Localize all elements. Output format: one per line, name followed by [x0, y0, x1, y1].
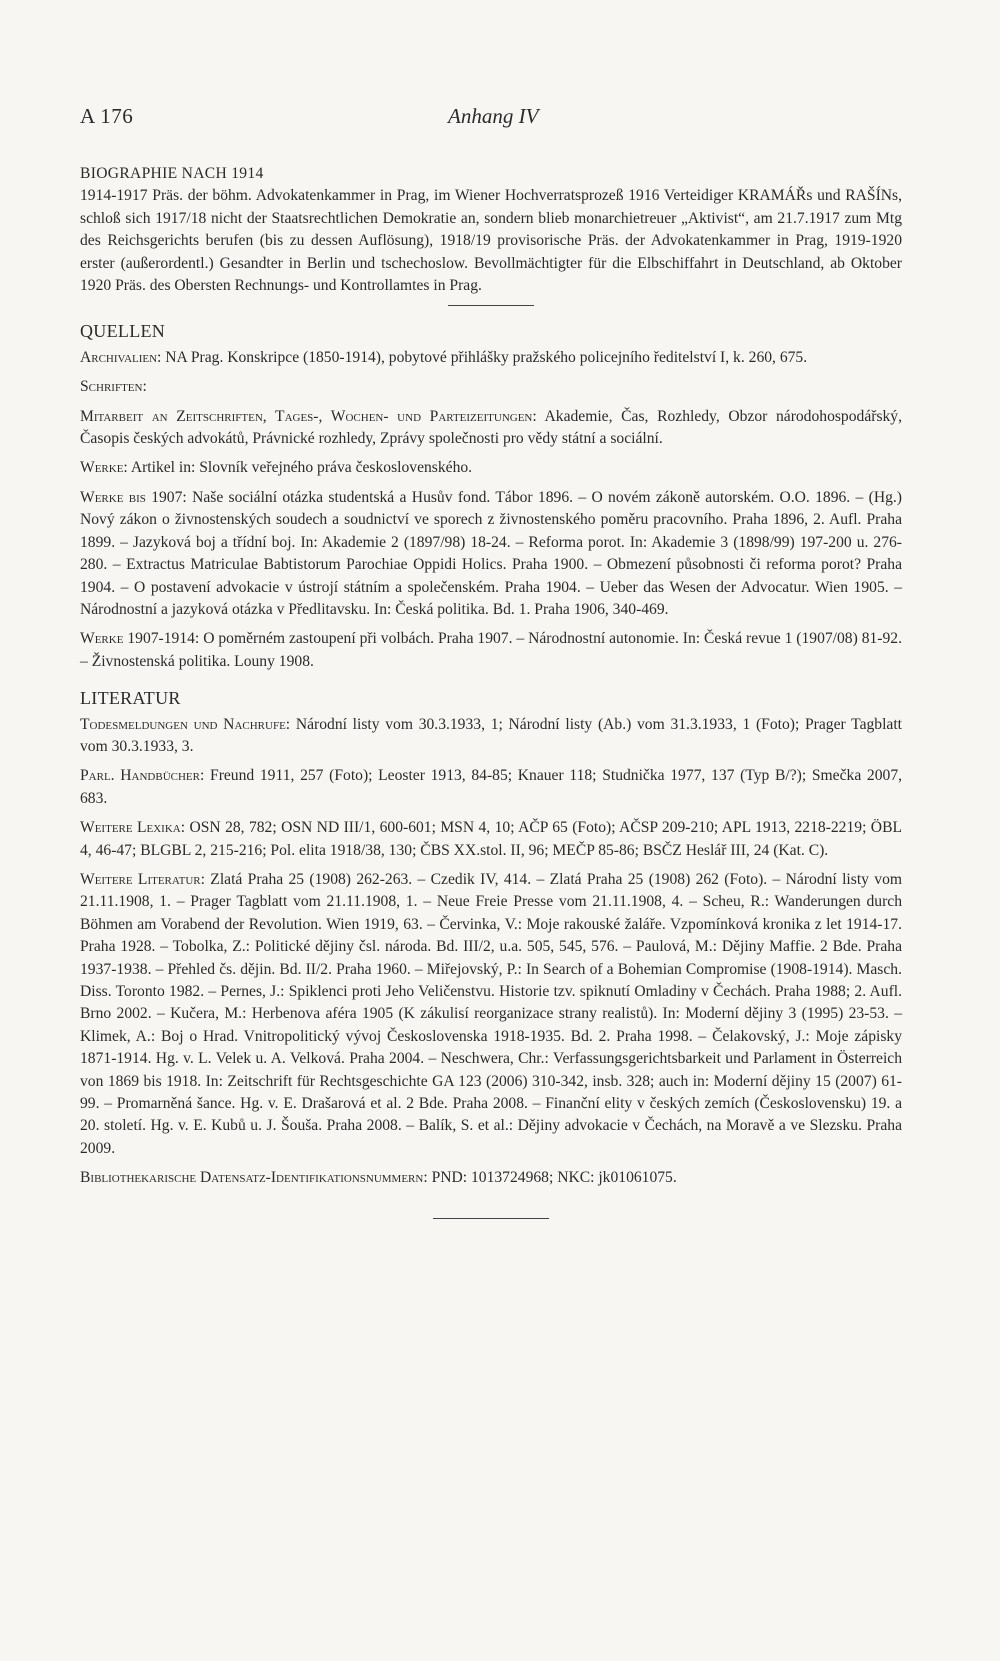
weitere-literatur-label: Weitere Literatur: — [80, 870, 205, 888]
bibliothekarische-label: Bibliothekarische Datensatz-Identifikationsnummern: — [80, 1169, 428, 1187]
schriften-label: Schriften: — [80, 378, 147, 396]
todesmeldungen-text: Národní listy vom 30.3.1933, 1; Národní listy (Ab.) vom 31.3.1933, 1 (Foto); Prager Tagblatt vom 30.3.1933, 3. — [80, 715, 903, 755]
mitarbeit-entry — [80, 406, 902, 451]
end-divider — [433, 1218, 549, 1219]
werke-text: Artikel in: Slovník veřejného práva československého. — [130, 459, 473, 477]
werke-entry — [80, 457, 902, 479]
bibliothekarische-text: PND: 1013724968; NKC: jk01061075. — [431, 1169, 677, 1187]
werke-1907-1914-label: Werke 1907-1914: — [80, 630, 200, 648]
biography-heading: BIOGRAPHIE NACH 1914 — [80, 165, 264, 182]
werke-bis-1907-entry — [80, 487, 902, 621]
schriften-entry — [80, 376, 902, 398]
werke-bis-1907-label: Werke bis 1907: — [80, 488, 187, 506]
literature-heading: LITERATUR — [80, 688, 181, 709]
parl-handbuecher-text: Freund 1911, 257 (Foto); Leoster 1913, 84-85; Knauer 118; Studnička 1977, 137 (Typ B/?); Smečka 2007, 683. — [80, 767, 903, 807]
werke-label: Werke: — [80, 459, 128, 477]
running-title: Anhang IV — [448, 104, 539, 128]
archivalien-entry — [80, 347, 902, 369]
page-content — [80, 163, 902, 1229]
weitere-literatur-text: Zlatá Praha 25 (1908) 262-263. – Czedik IV, 414. – Zlatá Praha 25 (1908) 262 (Foto). – Národní listy vom 21.11.1908, 1. – Prager Tagblatt vom 21.11.1908, 1. – Neue Freie Presse vom 21.11.1908, 4. – Scheu, R.: Wanderungen durch Böhmen am Vorabend der Revolution. Wien 1919, 63. – Červinka, V.: Moje rakouské žaláře. Vzpomínková kronika z let 1914-17. Praha 1928. – Tobolka, Z.: Politické dějiny čsl. národa. Bd. III/2, u.a. 505, 545, 576. – Paulová, M.: Dějiny Maffie. 2 Bde. Praha 1937-1938. – Přehled čs. dějin. Bd. II/2. Praha 1960. – Miřejovský, P.: In Search of a Bohemian Compromise (1908-1914). Masch. Diss. Toronto 1982. – Pernes, J.: Spiklenci proti Jeho Veličenstvu. Historie tzv. spiknutí Omladiny v Čechách. Praha 1988; 2. Aufl. Brno 2002. – Kučera, M.: Herbenova aféra 1905 (K zákulisí reorganizace strany realistů). In: Moderní dějiny 3 (1995) 23-53. – Klimek, A.: Boj o Hrad. Vnitropolitický vývoj Československa 1918-1935. Bd. 2. Praha 1998. – Čelakovský, J.: Moje zápisky 1871-1914. Hg. v. L. Velek u. A. Velková. Praha 2004. – Neschwera, Chr.: Verfassungsgerichtsbarkeit und Parlament in Österreich von 1869 bis 1918. In: Zeitschrift für Rechtsgeschichte GA 123 (2006) 310-342, insb. 328; auch in: Moderní dějiny 15 (2007) 61-99. – Promarněná šance. Hg. v. E. Drašarová et al. 2 Bde. Praha 2008. – Finanční elity v českých zemích (Československu) 19. a 20. století. Hg. v. E. Kubů u. J. Šouša. Praha 2008. – Balík, S. et al.: Dějiny advokacie v Čechách, na Moravě a ve Slezsku. Praha 2009. — [80, 870, 902, 1157]
page-header — [80, 104, 900, 134]
section-divider — [448, 305, 534, 306]
archivalien-text: NA Prag. Konskripce (1850-1914), pobytové přihlášky pražského policejního ředitelství I, k. 260, 675. — [165, 348, 808, 366]
parl-handbuecher-entry — [80, 765, 902, 810]
page-number: A 176 — [80, 104, 134, 128]
weitere-literatur-entry — [80, 869, 902, 1160]
mitarbeit-text: Akademie, Čas, Rozhledy, Obzor národohospodářský, Časopis českých advokátů, Právnické rozhledy, Zprávy společnosti pro vědy státní a sociální. — [80, 407, 903, 448]
weitere-lexika-label: Weitere Lexika: — [80, 819, 186, 837]
werke-1907-1914-entry — [80, 628, 902, 673]
bibliothekarische-entry — [80, 1167, 902, 1189]
weitere-lexika-text: OSN 28, 782; OSN ND III/1, 600-601; MSN 4, 10; AČP 65 (Foto); AČSP 209-210; APL 1913, 2218-2219; ÖBL 4, 46-47; BLGBL 2, 215-216; Pol. elita 1918/38, 130; ČBS XX.stol. II, 96; MEČP 85-86; BSČZ Heslář III, 24 (Kat. C). — [80, 819, 902, 859]
parl-handbuecher-label: Parl. Handbücher: — [80, 767, 205, 785]
archivalien-label: Archivalien: — [80, 348, 162, 366]
biography-text: 1914-1917 Präs. der böhm. Advokatenkammer in Prag, im Wiener Hochverratsprozeß 1916 Verteidiger KRAMÁŘs und RAŠÍNs, schloß sich 1917/18 nicht der Staatsrechtlichen Demokratie an, sondern blieb monarchietreuer „Aktivist“, am 21.7.1917 zum Mtg des Reichsgerichts berufen (bis zu dessen Auflösung), 1918/19 provisorische Präs. der Advokatenkammer in Prag, 1919-1920 erster (außerordentl.) Gesandter in Berlin und tschechoslow. Bevollmächtigter für die Elbschiffahrt in Deutschland, ab Oktober 1920 Präs. des Obersten Rechnungs- und Kontrollamtes in Prag. — [80, 187, 902, 295]
werke-1907-1914-text: O poměrném zastoupení při volbách. Praha 1907. – Národnostní autonomie. In: Česká revue 1 (1907/08) 81-92. – Živnostenská politika. Louny 1908. — [80, 630, 902, 670]
sources-heading: QUELLEN — [80, 321, 166, 342]
werke-bis-1907-text: Naše sociální otázka studentská a Husův fond. Tábor 1896. – O novém zákoně autorském. O.O. 1896. – (Hg.) Nový zákon o živnostenských soudech a soudnictví ve sporech z živnostenského poměru pracovního. Praha 1896, 2. Aufl. Praha 1899. – Jazyková boj a třídní boj. In: Akademie 2 (1897/98) 18-24. – Reforma porot. In: Akademie 3 (1898/99) 197-200 u. 276-280. – Extractus Matriculae Babtistorum Parochiae Oppidi Holics. Praha 1900. – Obmezení působnosti či reforma porot? Praha 1904. – O postavení advokacie v ústrojí státním a společenském. Praha 1904. – Ueber das Wesen der Advocatur. Wien 1905. – Národnostní a jazyková otázka v Předlitavsku. In: Česká politika. Bd. 1. Praha 1906, 340-469. — [80, 488, 902, 618]
todesmeldungen-label: Todesmeldungen und Nachrufe: — [80, 715, 291, 733]
mitarbeit-label: Mitarbeit an Zeitschriften, Tages-, Wochen- und Parteizeitungen: — [80, 407, 537, 425]
todesmeldungen-entry — [80, 714, 902, 759]
weitere-lexika-entry — [80, 817, 902, 862]
